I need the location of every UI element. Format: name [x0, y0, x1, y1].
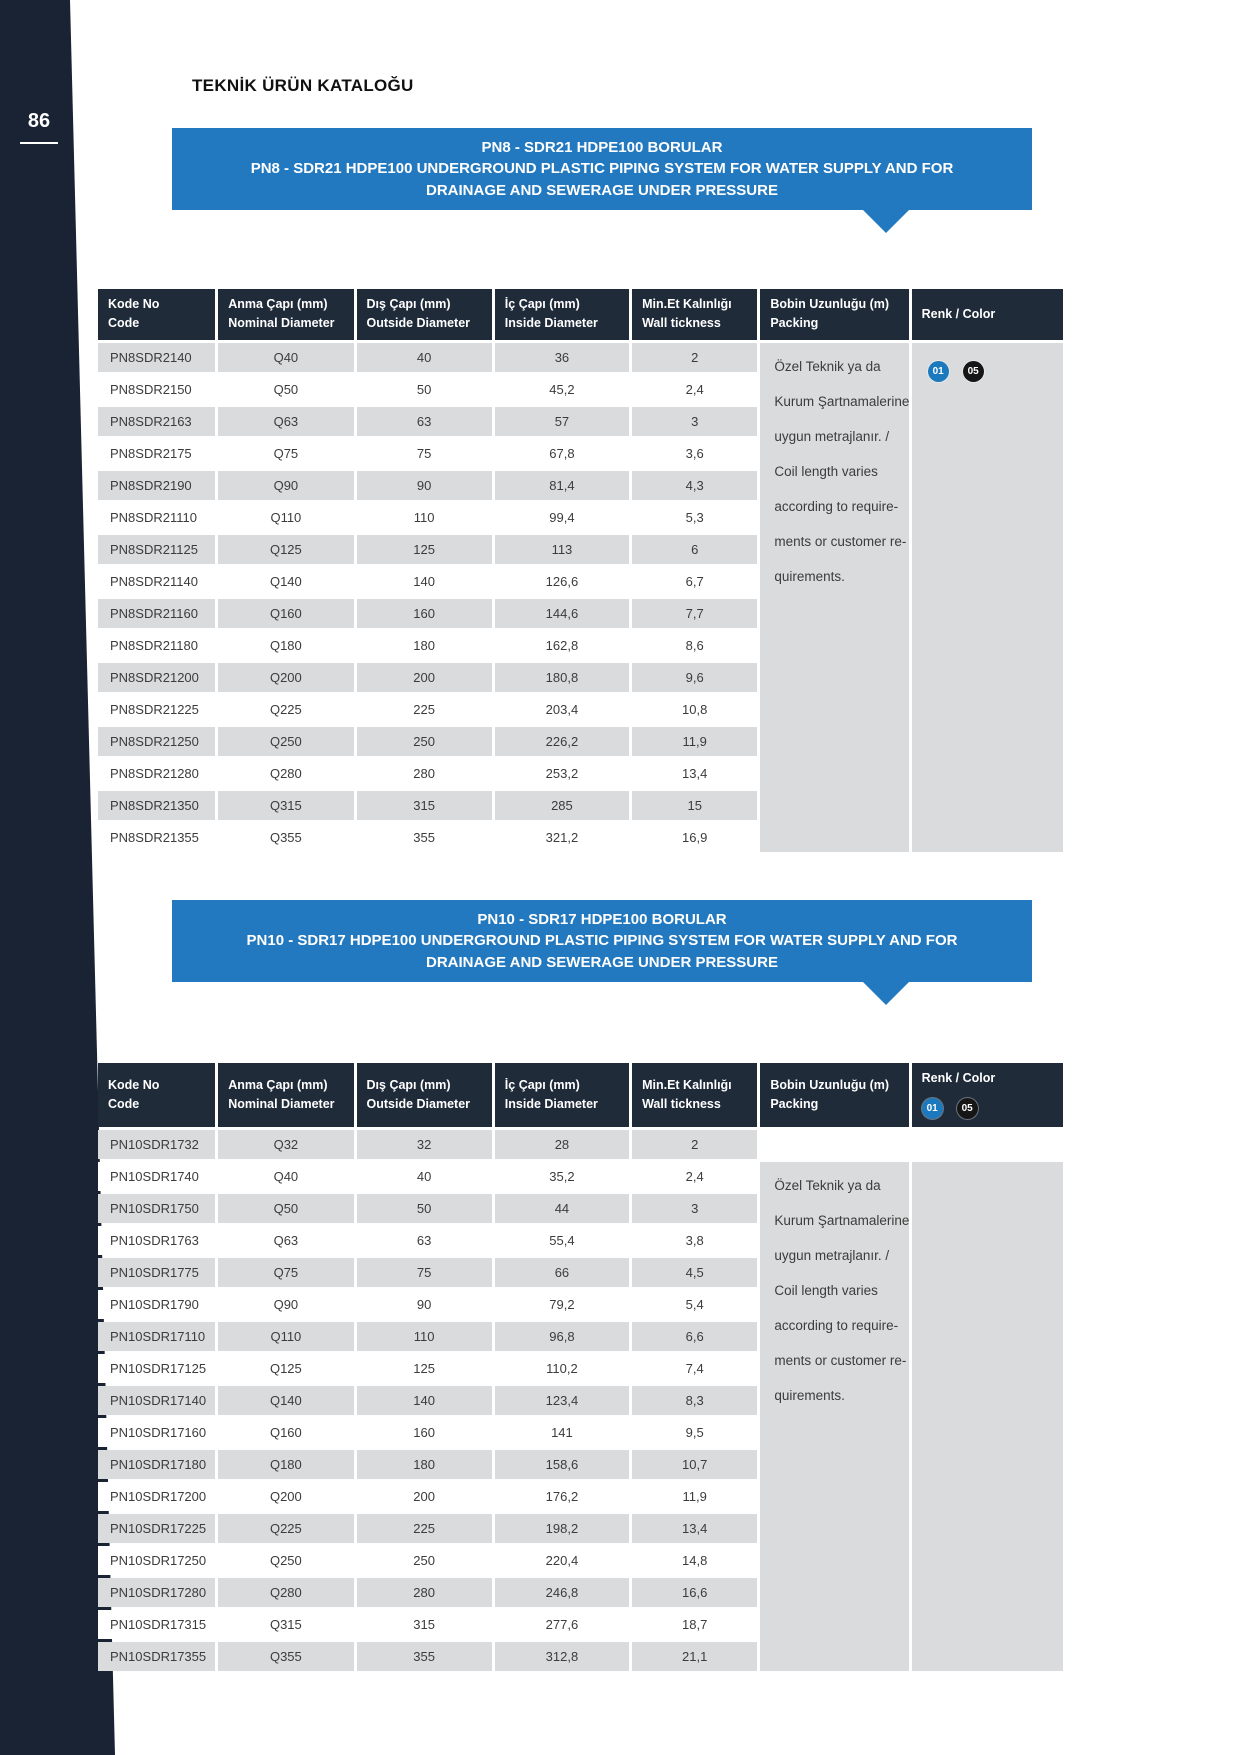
color-badges	[922, 1088, 1061, 1121]
column-header-en: Wall tickness	[642, 316, 721, 331]
column-header	[218, 289, 353, 340]
cell-wall-thickness: 6	[632, 535, 757, 564]
cell-nominal-diameter: Q250	[218, 1546, 353, 1575]
cell-outside-diameter: 50	[357, 375, 492, 404]
cell-inside-diameter: 285	[495, 791, 629, 820]
cell-wall-thickness: 2,4	[632, 375, 757, 404]
cell-wall-thickness: 2,4	[632, 1162, 757, 1191]
cell-code: PN10SDR17200	[98, 1482, 215, 1511]
column-header-en: Wall tickness	[642, 1097, 721, 1112]
cell-code: PN8SDR21350	[98, 791, 215, 820]
cell-outside-diameter: 110	[357, 503, 492, 532]
cell-inside-diameter: 36	[495, 343, 629, 372]
spec-table	[95, 1060, 1066, 1674]
cell-code: PN10SDR1740	[98, 1162, 215, 1191]
packing-cell	[760, 1162, 908, 1671]
cell-code: PN10SDR17110	[98, 1322, 215, 1351]
table-row	[98, 1130, 1063, 1159]
column-header-tr: Dış Çapı (mm)	[366, 297, 451, 311]
cell-inside-diameter: 162,8	[495, 631, 629, 660]
cell-code: PN8SDR21140	[98, 567, 215, 596]
cell-nominal-diameter: Q315	[218, 1610, 353, 1639]
cell-code: PN10SDR1763	[98, 1226, 215, 1255]
cell-nominal-diameter: Q50	[218, 1194, 353, 1223]
cell-nominal-diameter: Q32	[218, 1130, 353, 1159]
cell-outside-diameter: 250	[357, 727, 492, 756]
page-number: 86	[20, 110, 58, 144]
cell-inside-diameter: 110,2	[495, 1354, 629, 1383]
column-header	[357, 1063, 492, 1127]
cell-wall-thickness: 18,7	[632, 1610, 757, 1639]
cell-nominal-diameter: Q90	[218, 1290, 353, 1319]
cell-outside-diameter: 40	[357, 1162, 492, 1191]
cell-inside-diameter: 246,8	[495, 1578, 629, 1607]
cell-nominal-diameter: Q200	[218, 663, 353, 692]
cell-inside-diameter: 81,4	[495, 471, 629, 500]
column-header	[218, 1063, 353, 1127]
column-header-tr: Min.Et Kalınlığı	[642, 297, 732, 311]
cell-wall-thickness: 11,9	[632, 1482, 757, 1511]
cell-inside-diameter: 44	[495, 1194, 629, 1223]
cell-nominal-diameter: Q315	[218, 791, 353, 820]
column-header	[632, 1063, 757, 1127]
cell-nominal-diameter: Q160	[218, 599, 353, 628]
cell-nominal-diameter: Q180	[218, 1450, 353, 1479]
cell-code: PN10SDR1750	[98, 1194, 215, 1223]
cell-nominal-diameter: Q140	[218, 1386, 353, 1415]
pn10-sdr17-table	[95, 1060, 1066, 1674]
cell-nominal-diameter: Q355	[218, 1642, 353, 1671]
color-badge-05: 05	[963, 361, 984, 382]
column-header	[632, 289, 757, 340]
cell-outside-diameter: 110	[357, 1322, 492, 1351]
column-header-tr: Kode No	[108, 1077, 160, 1092]
cell-code: PN8SDR2175	[98, 439, 215, 468]
cell-inside-diameter: 203,4	[495, 695, 629, 724]
cell-nominal-diameter: Q180	[218, 631, 353, 660]
column-header-en: Outside Diameter	[366, 1097, 471, 1112]
column-header-tr: Kode No	[108, 297, 160, 311]
column-header-en: Outside Diameter	[366, 316, 471, 331]
packing-line: Coil length varies	[774, 1283, 878, 1299]
packing-line: Kurum Şartnamalerine	[774, 393, 910, 409]
cell-wall-thickness: 2	[632, 1130, 757, 1159]
cell-wall-thickness: 8,6	[632, 631, 757, 660]
cell-wall-thickness: 3	[632, 407, 757, 436]
cell-outside-diameter: 200	[357, 1482, 492, 1511]
column-header-packing	[760, 289, 908, 340]
cell-wall-thickness: 11,9	[632, 727, 757, 756]
cell-code: PN10SDR17140	[98, 1386, 215, 1415]
packing-line: Özel Teknik ya da	[774, 1178, 881, 1194]
column-header	[357, 289, 492, 340]
cell-nominal-diameter: Q40	[218, 343, 353, 372]
column-header-tr: Min.Et Kalınlığı	[642, 1077, 732, 1092]
cell-wall-thickness: 6,7	[632, 567, 757, 596]
packing-line: quirements.	[774, 1388, 845, 1404]
cell-code: PN10SDR1790	[98, 1290, 215, 1319]
cell-code: PN10SDR17315	[98, 1610, 215, 1639]
cell-nominal-diameter: Q250	[218, 727, 353, 756]
cell-nominal-diameter: Q140	[218, 567, 353, 596]
cell-nominal-diameter: Q125	[218, 1354, 353, 1383]
cell-code: PN10SDR17125	[98, 1354, 215, 1383]
cell-wall-thickness: 21,1	[632, 1642, 757, 1671]
cell-code: PN8SDR2140	[98, 343, 215, 372]
column-header	[98, 1063, 215, 1127]
cell-inside-diameter: 158,6	[495, 1450, 629, 1479]
cell-code: PN8SDR21125	[98, 535, 215, 564]
cell-wall-thickness: 2	[632, 343, 757, 372]
section-banner-pn10	[172, 900, 1032, 982]
cell-nominal-diameter: Q125	[218, 535, 353, 564]
cell-nominal-diameter: Q63	[218, 1226, 353, 1255]
cell-outside-diameter: 75	[357, 1258, 492, 1287]
cell-outside-diameter: 315	[357, 1610, 492, 1639]
cell-wall-thickness: 15	[632, 791, 757, 820]
cell-nominal-diameter: Q110	[218, 503, 353, 532]
cell-nominal-diameter: Q90	[218, 471, 353, 500]
cell-inside-diameter: 35,2	[495, 1162, 629, 1191]
cell-wall-thickness: 3	[632, 1194, 757, 1223]
table-row	[98, 1162, 1063, 1191]
cell-nominal-diameter: Q75	[218, 439, 353, 468]
cell-outside-diameter: 225	[357, 1514, 492, 1543]
cell-inside-diameter: 126,6	[495, 567, 629, 596]
cell-inside-diameter: 67,8	[495, 439, 629, 468]
cell-wall-thickness: 9,5	[632, 1418, 757, 1447]
color-cell	[912, 1162, 1063, 1671]
cell-inside-diameter: 66	[495, 1258, 629, 1287]
cell-wall-thickness: 7,4	[632, 1354, 757, 1383]
cell-inside-diameter: 180,8	[495, 663, 629, 692]
cell-wall-thickness: 3,6	[632, 439, 757, 468]
packing-line: uygun metrajlanır. /	[774, 1248, 890, 1264]
header-row	[98, 1063, 1063, 1127]
cell-inside-diameter: 99,4	[495, 503, 629, 532]
cell-inside-diameter: 277,6	[495, 1610, 629, 1639]
banner-tail-icon	[862, 981, 910, 1005]
header-row	[98, 289, 1063, 340]
cell-wall-thickness: 9,6	[632, 663, 757, 692]
cell-outside-diameter: 200	[357, 663, 492, 692]
column-header-en: Packing	[770, 316, 819, 331]
banner-title-tr: PN8 - SDR21 HDPE100 BORULAR	[481, 139, 723, 156]
cell-outside-diameter: 63	[357, 1226, 492, 1255]
cell-nominal-diameter: Q110	[218, 1322, 353, 1351]
packing-line: ments or customer re-	[774, 1353, 907, 1369]
cell-wall-thickness: 10,8	[632, 695, 757, 724]
packing-line: according to require-	[774, 498, 899, 514]
cell-code: PN10SDR1732	[98, 1130, 215, 1159]
cell-code: PN8SDR21110	[98, 503, 215, 532]
color-badge-01: 01	[928, 361, 949, 382]
color-badges	[926, 349, 1059, 382]
cell-outside-diameter: 90	[357, 471, 492, 500]
color-cell	[912, 343, 1063, 852]
cell-code: PN8SDR21160	[98, 599, 215, 628]
banner-title-en: PN8 - SDR21 HDPE100 UNDERGROUND PLASTIC PIPING SYSTEM FOR WATER SUPPLY AND FOR DRAINAGE AND SEWERAGE UNDER PRESSURE	[250, 160, 954, 199]
cell-inside-diameter: 220,4	[495, 1546, 629, 1575]
cell-inside-diameter: 141	[495, 1418, 629, 1447]
cell-outside-diameter: 180	[357, 1450, 492, 1479]
column-header	[495, 1063, 629, 1127]
column-header-en: Inside Diameter	[504, 1097, 598, 1112]
cell-wall-thickness: 10,7	[632, 1450, 757, 1479]
cell-inside-diameter: 253,2	[495, 759, 629, 788]
cell-wall-thickness: 8,3	[632, 1386, 757, 1415]
cell-inside-diameter: 321,2	[495, 823, 629, 852]
cell-outside-diameter: 315	[357, 791, 492, 820]
cell-outside-diameter: 160	[357, 1418, 492, 1447]
column-header-en: Nominal Diameter	[228, 1097, 335, 1112]
column-header-tr: Dış Çapı (mm)	[366, 1077, 451, 1092]
banner-title-tr: PN10 - SDR17 HDPE100 BORULAR	[477, 911, 727, 928]
cell-outside-diameter: 125	[357, 1354, 492, 1383]
column-header-en: Code	[108, 316, 140, 331]
column-header	[495, 289, 629, 340]
cell-inside-diameter: 123,4	[495, 1386, 629, 1415]
cell-nominal-diameter: Q160	[218, 1418, 353, 1447]
cell-nominal-diameter: Q75	[218, 1258, 353, 1287]
cell-outside-diameter: 280	[357, 1578, 492, 1607]
cell-inside-diameter: 198,2	[495, 1514, 629, 1543]
cell-outside-diameter: 225	[357, 695, 492, 724]
cell-outside-diameter: 140	[357, 1386, 492, 1415]
cell-nominal-diameter: Q40	[218, 1162, 353, 1191]
page-title: TEKNİK ÜRÜN KATALOĞU	[192, 76, 414, 95]
column-header-en: Packing	[770, 1097, 819, 1112]
cell-code: PN8SDR21225	[98, 695, 215, 724]
packing-line: quirements.	[774, 568, 845, 584]
packing-line: Coil length varies	[774, 463, 878, 479]
cell-wall-thickness: 4,5	[632, 1258, 757, 1287]
cell-wall-thickness: 5,4	[632, 1290, 757, 1319]
cell-code: PN8SDR2190	[98, 471, 215, 500]
cell-outside-diameter: 250	[357, 1546, 492, 1575]
cell-nominal-diameter: Q200	[218, 1482, 353, 1511]
column-header-en: Nominal Diameter	[228, 316, 335, 331]
color-badge-05: 05	[957, 1098, 978, 1119]
column-header-tr: İç Çapı (mm)	[504, 1077, 580, 1092]
spec-table	[95, 286, 1066, 855]
column-header-tr: Bobin Uzunluğu (m)	[770, 1077, 890, 1092]
cell-inside-diameter: 55,4	[495, 1226, 629, 1255]
cell-code: PN10SDR17225	[98, 1514, 215, 1543]
packing-line: according to require-	[774, 1318, 899, 1334]
cell-nominal-diameter: Q280	[218, 1578, 353, 1607]
cell-outside-diameter: 180	[357, 631, 492, 660]
cell-outside-diameter: 90	[357, 1290, 492, 1319]
cell-code: PN8SDR2163	[98, 407, 215, 436]
packing-line: Özel Teknik ya da	[774, 358, 881, 374]
cell-wall-thickness: 14,8	[632, 1546, 757, 1575]
cell-wall-thickness: 6,6	[632, 1322, 757, 1351]
cell-nominal-diameter: Q355	[218, 823, 353, 852]
cell-wall-thickness: 4,3	[632, 471, 757, 500]
cell-inside-diameter: 144,6	[495, 599, 629, 628]
cell-outside-diameter: 355	[357, 823, 492, 852]
cell-inside-diameter: 113	[495, 535, 629, 564]
column-header-tr: Bobin Uzunluğu (m)	[770, 297, 890, 311]
cell-outside-diameter: 50	[357, 1194, 492, 1223]
packing-line: uygun metrajlanır. /	[774, 428, 890, 444]
cell-code: PN10SDR17180	[98, 1450, 215, 1479]
cell-wall-thickness: 3,8	[632, 1226, 757, 1255]
cell-wall-thickness: 5,3	[632, 503, 757, 532]
cell-inside-diameter: 57	[495, 407, 629, 436]
banner-tail-icon	[862, 209, 910, 233]
column-header-tr: İç Çapı (mm)	[504, 297, 580, 311]
cell-inside-diameter: 79,2	[495, 1290, 629, 1319]
cell-inside-diameter: 226,2	[495, 727, 629, 756]
cell-code: PN8SDR21355	[98, 823, 215, 852]
column-header	[98, 289, 215, 340]
cell-code: PN8SDR2150	[98, 375, 215, 404]
color-badge-01: 01	[922, 1098, 943, 1119]
cell-outside-diameter: 125	[357, 535, 492, 564]
pn8-sdr21-table	[95, 286, 1066, 855]
column-header-tr: Anma Çapı (mm)	[228, 297, 328, 311]
cell-outside-diameter: 63	[357, 407, 492, 436]
cell-wall-thickness: 16,6	[632, 1578, 757, 1607]
cell-nominal-diameter: Q280	[218, 759, 353, 788]
cell-outside-diameter: 280	[357, 759, 492, 788]
column-header-label: Renk / Color	[921, 306, 996, 321]
cell-inside-diameter: 45,2	[495, 375, 629, 404]
cell-code: PN8SDR21280	[98, 759, 215, 788]
column-header-en: Inside Diameter	[504, 316, 598, 331]
cell-code: PN10SDR17355	[98, 1642, 215, 1671]
cell-nominal-diameter: Q225	[218, 695, 353, 724]
packing-cell	[760, 343, 908, 852]
banner-title-en: PN10 - SDR17 HDPE100 UNDERGROUND PLASTIC PIPING SYSTEM FOR WATER SUPPLY AND FOR DRAINAGE AND SEWERAGE UNDER PRESSURE	[246, 932, 958, 971]
column-header-packing	[760, 1063, 908, 1127]
cell-code: PN8SDR21180	[98, 631, 215, 660]
column-header-en: Code	[108, 1097, 140, 1112]
cell-code: PN8SDR21200	[98, 663, 215, 692]
cell-outside-diameter: 160	[357, 599, 492, 628]
cell-wall-thickness: 16,9	[632, 823, 757, 852]
packing-line: Kurum Şartnamalerine	[774, 1213, 910, 1229]
table-row	[98, 343, 1063, 372]
cell-wall-thickness: 13,4	[632, 759, 757, 788]
cell-nominal-diameter: Q63	[218, 407, 353, 436]
cell-code: PN10SDR17250	[98, 1546, 215, 1575]
cell-code: PN10SDR1775	[98, 1258, 215, 1287]
cell-code: PN10SDR17160	[98, 1418, 215, 1447]
cell-wall-thickness: 7,7	[632, 599, 757, 628]
cell-outside-diameter: 40	[357, 343, 492, 372]
cell-outside-diameter: 140	[357, 567, 492, 596]
packing-line: ments or customer re-	[774, 533, 907, 549]
cell-code: PN8SDR21250	[98, 727, 215, 756]
cell-outside-diameter: 32	[357, 1130, 492, 1159]
cell-wall-thickness: 13,4	[632, 1514, 757, 1543]
cell-nominal-diameter: Q50	[218, 375, 353, 404]
cell-inside-diameter: 28	[495, 1130, 629, 1159]
cell-outside-diameter: 355	[357, 1642, 492, 1671]
column-header-color	[912, 1063, 1063, 1127]
column-header-color	[912, 289, 1063, 340]
cell-nominal-diameter: Q225	[218, 1514, 353, 1543]
cell-code: PN10SDR17280	[98, 1578, 215, 1607]
column-header-label: Renk / Color	[921, 1071, 996, 1085]
column-header-tr: Anma Çapı (mm)	[228, 1077, 328, 1092]
cell-outside-diameter: 75	[357, 439, 492, 468]
section-banner-pn8	[172, 128, 1032, 210]
cell-inside-diameter: 176,2	[495, 1482, 629, 1511]
cell-inside-diameter: 312,8	[495, 1642, 629, 1671]
cell-inside-diameter: 96,8	[495, 1322, 629, 1351]
